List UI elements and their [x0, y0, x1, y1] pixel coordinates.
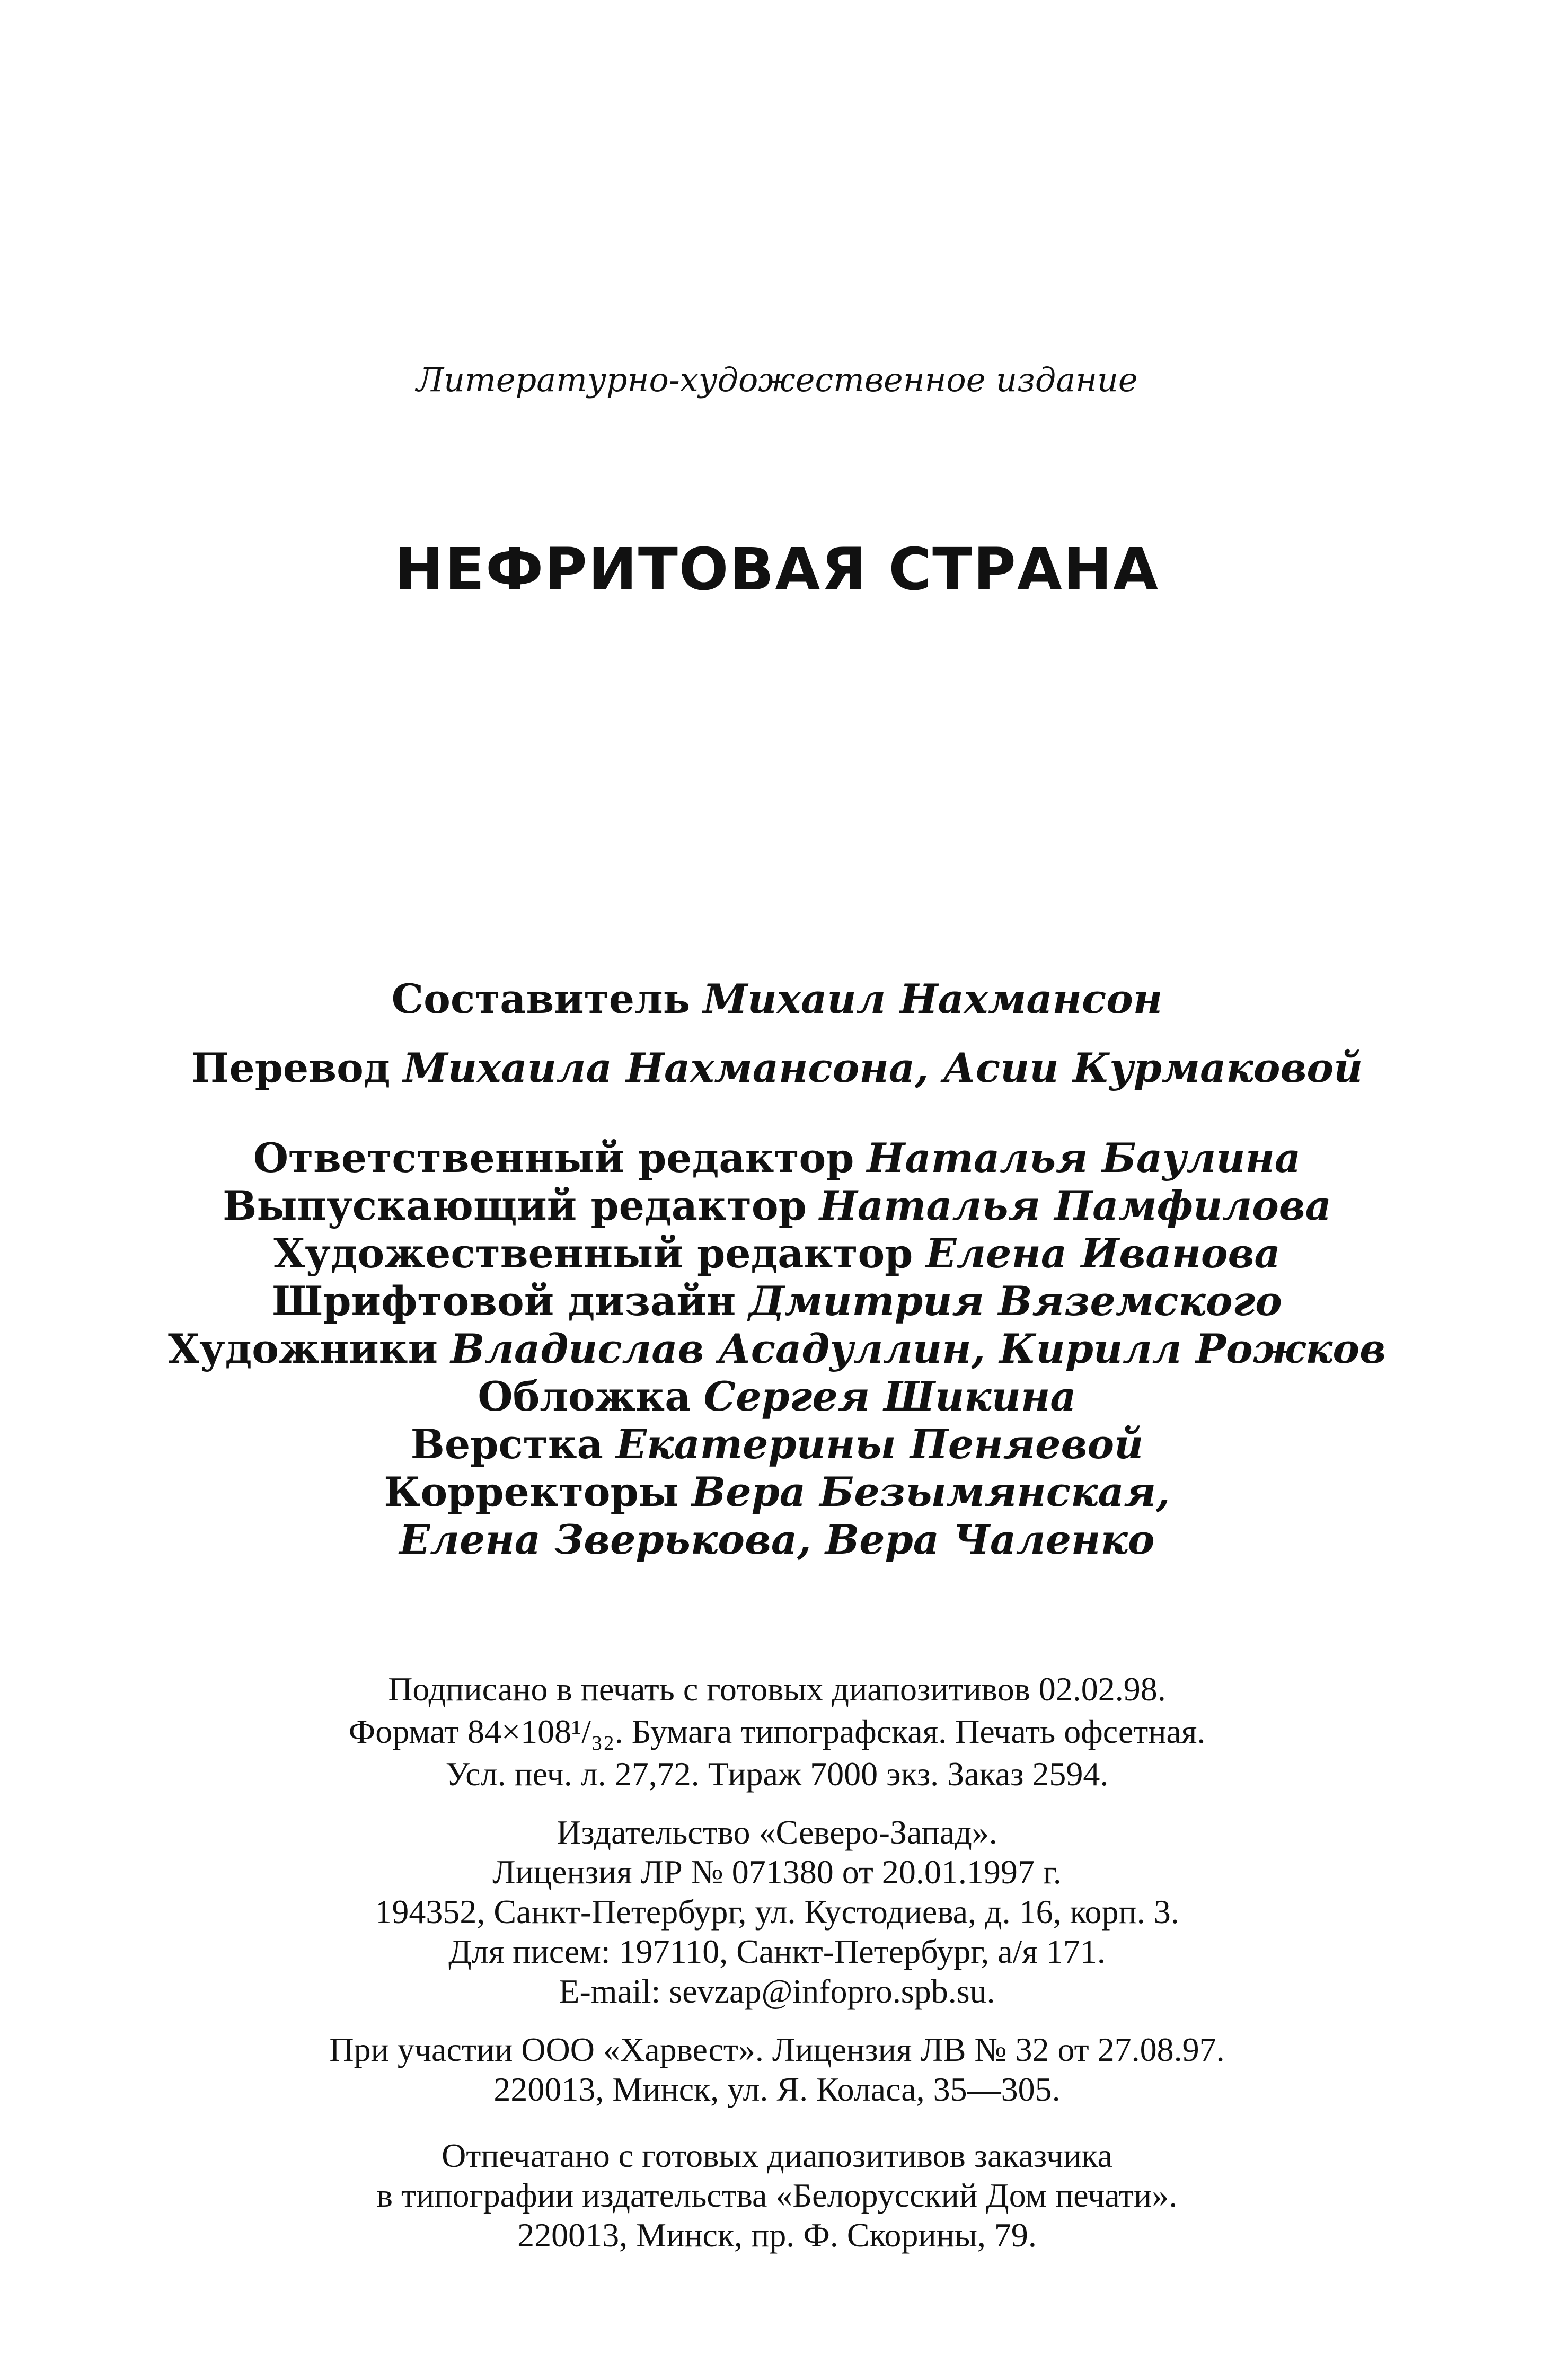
credit-proofreaders [0, 1468, 1554, 1515]
credit-names: Владислав Асадуллин, Кирилл Рожков [451, 1325, 1387, 1372]
credit-names: Сергея Шикина [703, 1373, 1076, 1420]
credit-role: Перевод [191, 1044, 391, 1091]
imprint-printer-line: Отпечатано с готовых диапозитивов заказчика [442, 2137, 1112, 2174]
credit-role: Шрифтовой дизайн [271, 1277, 736, 1325]
credit-chief-editor [0, 1134, 1554, 1182]
credit-cover [0, 1373, 1554, 1420]
credit-role: Обложка [478, 1373, 691, 1420]
credit-role: Корректоры [384, 1468, 679, 1515]
credit-names: Екатерины Пеняевой [616, 1421, 1144, 1468]
credit-names: Дмитрия Вяземского [748, 1277, 1282, 1325]
credit-names: Михаила Нахмансона, Асии Курмаковой [403, 1044, 1363, 1091]
imprint-print-line: Усл. печ. л. 27,72. Тираж 7000 экз. Заказ 2594. [445, 1755, 1109, 1793]
credit-names: Михаил Нахмансон [703, 975, 1163, 1022]
credit-font-design [0, 1277, 1554, 1325]
imprint-publisher-line: Издательство «Северо-Запад». [557, 1813, 997, 1851]
imprint-partner-line: 220013, Минск, ул. Я. Коласа, 35—305. [493, 2070, 1061, 2108]
credit-compiler [0, 975, 1554, 1022]
credit-names: Вера Безымянская, [692, 1468, 1170, 1515]
imprint-print-line: Формат 84×108¹/₃₂. Бумага типографская. Печать офсетная. [348, 1713, 1206, 1750]
credit-managing-editor [0, 1182, 1554, 1229]
credit-role: Выпускающий редактор [223, 1182, 807, 1229]
credit-names: Елена Зверькова, Вера Чаленко [399, 1516, 1155, 1563]
imprint-printer-line: в типографии издательства «Белорусский Дом печати». [376, 2176, 1178, 2214]
credit-names: Наталья Баулина [867, 1134, 1301, 1182]
credit-art-editor [0, 1230, 1554, 1277]
imprint-publisher-line: 194352, Санкт-Петербург, ул. Кустодиева, д. 16, корп. 3. [375, 1893, 1179, 1931]
credit-names: Елена Иванова [925, 1230, 1281, 1277]
imprint-partner-line: При участии ООО «Харвест». Лицензия ЛВ № 32 от 27.08.97. [329, 2031, 1225, 2068]
credit-role: Составитель [391, 975, 691, 1022]
credit-role: Ответственный редактор [253, 1134, 854, 1182]
imprint-publisher-line: E-mail: sevzap@infopro.spb.su. [559, 1972, 995, 2010]
credit-role: Художники [167, 1325, 438, 1372]
credit-proofreaders-continued [0, 1516, 1554, 1563]
credit-role: Верстка [410, 1421, 603, 1468]
credit-role: Художественный редактор [273, 1230, 913, 1277]
imprint-publisher-line: Лицензия ЛР № 071380 от 20.01.1997 г. [492, 1853, 1062, 1891]
credit-layout [0, 1421, 1554, 1468]
imprint-printer-line: 220013, Минск, пр. Ф. Скорины, 79. [517, 2216, 1037, 2254]
edition-type: Литературно-художественное издание [416, 360, 1138, 399]
credit-translation [0, 1044, 1554, 1091]
imprint-print-line: Подписано в печать с готовых диапозитивов 02.02.98. [388, 1670, 1166, 1708]
credit-names: Наталья Памфилова [819, 1182, 1331, 1229]
credit-artists [0, 1325, 1554, 1372]
book-title: НЕФРИТОВАЯ СТРАНА [394, 535, 1160, 603]
imprint-publisher-line: Для писем: 197110, Санкт-Петербург, а/я 171. [448, 1933, 1106, 1970]
